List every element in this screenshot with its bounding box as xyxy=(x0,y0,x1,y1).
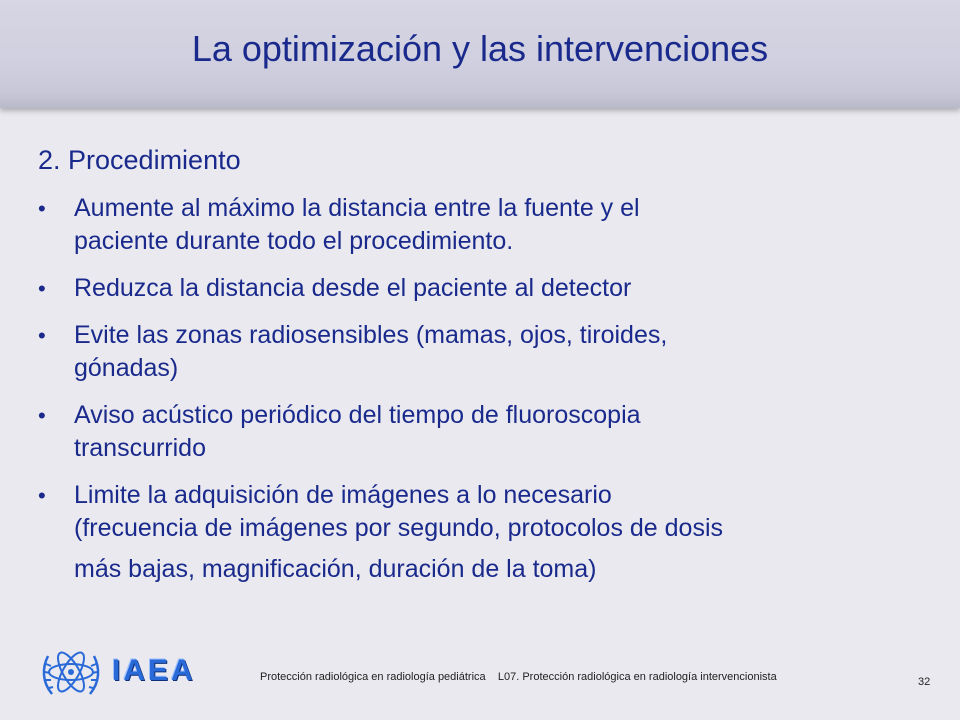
bullet-text-line: (frecuencia de imágenes por segundo, protocolos de dosis xyxy=(74,514,724,542)
iaea-logo-text: IAEA xyxy=(112,654,196,687)
bullet-text-line: transcurrido xyxy=(74,434,206,462)
slide-header xyxy=(0,0,960,108)
bullet-list xyxy=(38,192,918,600)
section-heading: 2. Procedimiento xyxy=(38,145,241,175)
bullet-item-3 xyxy=(38,319,918,385)
bullet-item-2 xyxy=(38,272,918,305)
footer-lecture-text: L07. Protección radiológica en radiología intervencionista xyxy=(497,671,777,683)
page-number: 32 xyxy=(918,676,931,688)
bullet-text-line: Aumente al máximo la distancia entre la fuente y el xyxy=(74,194,640,222)
bullet-text-line: Limite la adquisición de imágenes a lo necesario xyxy=(74,481,612,509)
bullet-text-line: Aviso acústico periódico del tiempo de fluoroscopia xyxy=(74,401,641,429)
slide-title: La optimización y las intervenciones xyxy=(191,28,769,69)
bullet-text-line: Reduzca la distancia desde el paciente al detector xyxy=(74,274,632,302)
bullet-text-line: paciente durante todo el procedimiento. xyxy=(74,227,514,255)
bullet-text-line: gónadas) xyxy=(74,354,179,382)
bullet-text-line: más bajas, magnificación, duración de la toma) xyxy=(74,555,597,583)
bullet-text-line: Evite las zonas radiosensibles (mamas, ojos, tiroides, xyxy=(74,321,668,349)
footer-text xyxy=(260,671,777,683)
bullet-dot-icon: • xyxy=(38,403,46,428)
footer-course-text: Protección radiológica en radiología pediátrica xyxy=(260,671,486,683)
bullet-dot-icon: • xyxy=(38,323,46,348)
bullet-dot-icon: • xyxy=(38,483,46,508)
bullet-dot-icon: • xyxy=(38,196,46,221)
iaea-atom-laurel-icon xyxy=(36,638,106,708)
bullet-item-5 xyxy=(38,479,918,586)
bullet-item-1 xyxy=(38,192,918,258)
bullet-item-4 xyxy=(38,399,918,465)
bullet-dot-icon: • xyxy=(38,276,46,301)
